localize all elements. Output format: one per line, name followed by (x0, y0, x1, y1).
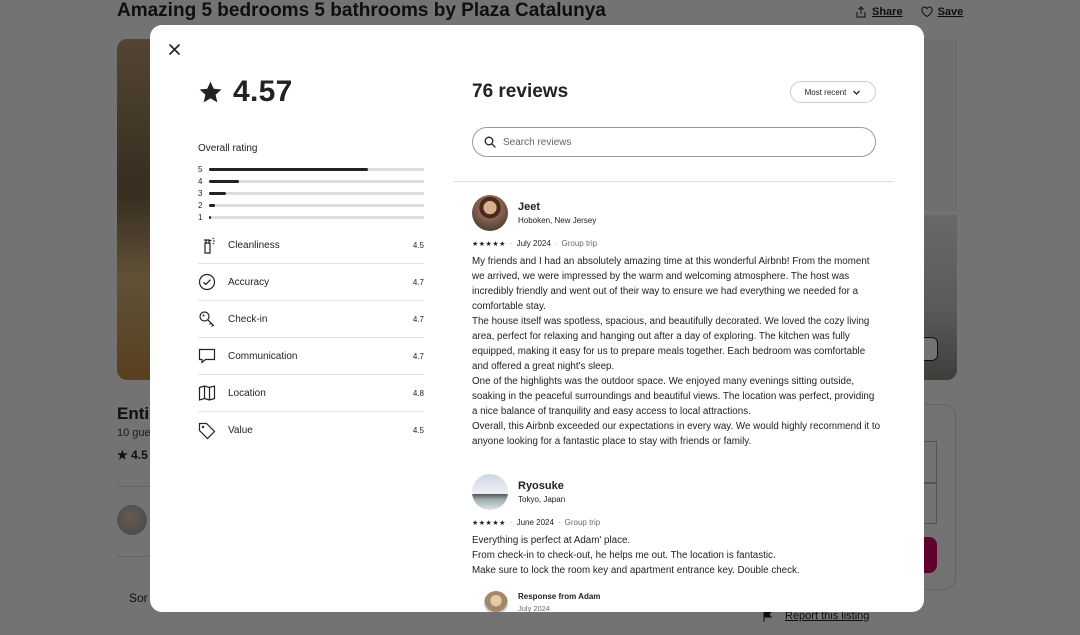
review-paragraph: Everything is perfect at Adam' place. (472, 535, 631, 546)
host-response (484, 591, 600, 612)
category-label: Cleanliness (228, 239, 280, 251)
category-icon-wrap (198, 422, 228, 440)
category-cleanliness (198, 227, 424, 264)
category-icon-wrap (198, 273, 228, 291)
check-circle-icon (198, 273, 216, 291)
histogram-row (198, 175, 424, 187)
category-icon-wrap (198, 384, 228, 402)
review-meta (472, 239, 882, 248)
sort-dropdown[interactable] (790, 81, 876, 103)
tag-icon (198, 422, 216, 440)
reviewer-avatar[interactable] (472, 195, 508, 231)
category-value: 4.7 (412, 314, 424, 324)
histogram-star-label: 4 (198, 176, 203, 186)
category-icon-wrap (198, 236, 228, 254)
histogram-fill (209, 204, 215, 207)
review-item (472, 195, 882, 449)
review-meta (472, 518, 882, 527)
host-avatar[interactable] (484, 591, 508, 612)
reviewer-name: Jeet (518, 201, 541, 213)
histogram-row (198, 199, 424, 211)
category-label: Communication (228, 350, 298, 362)
histogram-fill (209, 168, 368, 171)
histogram-fill (209, 192, 226, 195)
category-value: 4.5 (412, 426, 424, 435)
category-label: Location (228, 387, 266, 399)
category-accuracy (198, 264, 424, 301)
review-paragraph: From check-in to check-out, he helps me out. The location is fantastic. (472, 550, 776, 561)
category-value: 4.5 (412, 240, 424, 250)
histogram-fill (209, 180, 239, 183)
category-label: Accuracy (228, 276, 270, 288)
category-icon-wrap (198, 310, 228, 328)
search-reviews[interactable] (472, 127, 876, 157)
category-check-in (198, 301, 424, 338)
map-icon (198, 384, 216, 402)
reviews-panel (454, 25, 894, 612)
reviewer-avatar[interactable] (472, 474, 508, 510)
reviews-count: 76 reviews (472, 81, 569, 102)
reviewer-location: Tokyo, Japan (518, 495, 566, 504)
search-input[interactable] (503, 137, 863, 148)
histogram-track (209, 180, 424, 183)
category-label: Check-in (228, 313, 268, 325)
histogram-row (198, 187, 424, 199)
review-paragraph: My friends and I had an absolutely amazing time at this wonderful Airbnb! From the moment we arrived, we were impressed by the warm and welcoming atmosphere. The host was incredibly friendly and went out of their way to ensure we had everything we needed for a comfortable stay. (472, 256, 870, 312)
review-paragraph: Make sure to lock the room key and apartment entrance key. Double check. (472, 565, 800, 576)
key-icon (198, 310, 216, 328)
rating-histogram (198, 163, 424, 223)
histogram-track (209, 204, 424, 207)
star-icon (198, 80, 223, 105)
category-value (198, 412, 424, 449)
review-paragraph: The house itself was spotless, spacious, and beautifully decorated. We loved the cozy living area, perfect for relaxing and hanging out after a day of exploring. The kitchen was fully equipped, making it easy for us to prepare meals together. Each bedroom was comfortable and offered a great night's sleep. (472, 316, 870, 372)
divider (454, 181, 894, 182)
category-location (198, 375, 424, 412)
category-communication (198, 338, 424, 375)
separator-dot: · (554, 239, 558, 248)
category-icon-wrap (198, 347, 228, 365)
category-value: 4.7 (412, 351, 424, 361)
review-text (472, 533, 882, 578)
separator-dot: · (557, 518, 561, 527)
category-value: 4.8 (412, 388, 424, 398)
histogram-star-label: 5 (198, 164, 203, 174)
histogram-star-label: 3 (198, 188, 203, 198)
histogram-fill (209, 216, 211, 219)
separator-dot: · (509, 239, 513, 248)
histogram-track (209, 216, 424, 219)
review-date: June 2024 (516, 518, 554, 527)
category-ratings (198, 227, 424, 449)
review-date: July 2024 (516, 239, 551, 248)
overall-rating (198, 75, 293, 109)
histogram-star-label: 2 (198, 200, 203, 210)
response-title: Response from Adam (518, 592, 601, 601)
chat-bubble-icon (198, 347, 216, 365)
search-icon (484, 136, 496, 148)
response-date: July 2024 (518, 604, 551, 612)
review-header (472, 195, 882, 231)
spray-bottle-icon (198, 236, 216, 254)
histogram-row (198, 163, 424, 175)
separator-dot: · (509, 518, 513, 527)
histogram-row (198, 211, 424, 223)
reviewer-location: Hoboken, New Jersey (518, 216, 597, 225)
review-text (472, 254, 882, 449)
histogram-star-label: 1 (198, 212, 203, 222)
chevron-down-icon (852, 88, 861, 97)
reviews-modal (150, 25, 924, 612)
review-item (472, 474, 882, 578)
category-value: 4.7 (412, 277, 424, 287)
review-header (472, 474, 882, 510)
histogram-track (209, 192, 424, 195)
review-paragraph: Overall, this Airbnb exceeded our expectations in every way. We would highly recommend it to anyone looking for a fantastic place to stay with friends or family. (472, 421, 881, 447)
sort-label: Most recent (804, 87, 847, 97)
review-stars: ★★★★★ (472, 240, 506, 248)
reviewer-name: Ryosuke (518, 480, 564, 492)
overall-rating-value: 4.57 (233, 75, 293, 108)
review-stars: ★★★★★ (472, 519, 506, 527)
category-label: Value (228, 425, 253, 436)
review-trip-type: Group trip (561, 239, 598, 248)
close-button[interactable] (166, 41, 182, 57)
review-trip-type: Group trip (564, 518, 601, 527)
close-icon (169, 44, 180, 55)
histogram-track (209, 168, 424, 171)
review-paragraph: One of the highlights was the outdoor space. We enjoyed many evenings sitting outside, soaking in the peaceful surroundings and beautiful views. The location was perfect, providing a nice balance of tranquility and easy access to local attractions. (472, 376, 875, 417)
overall-rating-label: Overall rating (198, 143, 258, 154)
